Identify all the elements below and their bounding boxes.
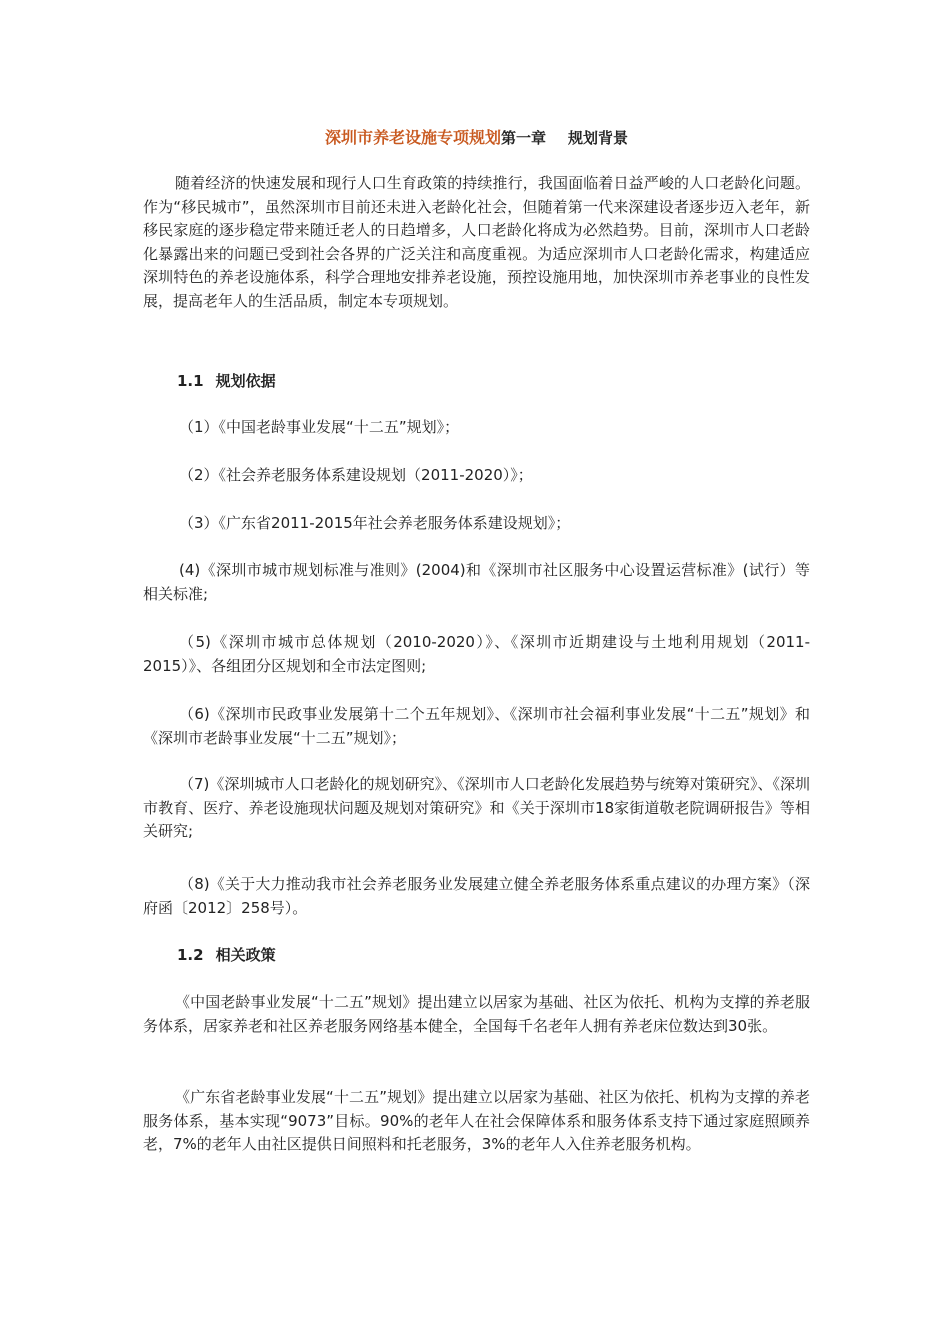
section-title: 相关政策 (215, 946, 276, 964)
intro-paragraph: 随着经济的快速发展和现行人口生育政策的持续推行，我国面临着日益严峻的人口老龄化问题。作为“移民城市”，虽然深圳市目前还未进入老龄化社会，但随着第一代来深建设者逐步迈入老年，新移民家庭的逐步稳定带来随迁老人的日趋增多，人口老龄化将成为必然趋势。目前，深圳市人口老龄化暴露出来的问题已受到社会各界的广泛关注和高度重视。为适应深圳市人口老龄化需求，构建适应深圳特色的养老设施体系，科学合理地安排养老设施，预控设施用地，加快深圳市养老事业的良性发展，提高老年人的生活品质，制定本专项规划。 (143, 174, 810, 310)
section-heading-1-1 (177, 370, 276, 392)
basis-item-7: （7)《深圳城市人口老龄化的规划研究》、《深圳市人口老龄化发展趋势与统筹对策研究》、《深圳市教育、医疗、养老设施现状问题及规划对策研究》和《关于深圳市18家街道敬老院调研报告》等相关研究; (143, 775, 810, 840)
basis-item-6: （6)《深圳市民政事业发展第十二个五年规划》、《深圳市社会福利事业发展“十二五”规划》和《深圳市老龄事业发展“十二五”规划》； (143, 705, 810, 747)
basis-item-1: （1）《中国老龄事业发展“十二五”规划》； (179, 418, 460, 436)
document-title (143, 127, 810, 149)
title-chapter: 第一章 (500, 129, 546, 147)
section-heading-1-2 (177, 944, 276, 966)
basis-item-2: （2）《社会养老服务体系建设规划（2011-2020）》； (179, 466, 533, 484)
basis-item-5: （5)《深圳市城市总体规划（2010-2020）》、《深圳市近期建设与土地利用规划（2011-2015）》、各组团分区规划和全市法定图则; (143, 633, 810, 675)
basis-item-8: （8)《关于大力推动我市社会养老服务业发展建立健全养老服务体系重点建议的办理方案》（深府函〔2012〕258号）。 (143, 875, 810, 917)
policy-paragraph-1: 《中国老龄事业发展“十二五”规划》提出建立以居家为基础、社区为依托、机构为支撑的养老服务体系，居家养老和社区养老服务网络基本健全，全国每千名老年人拥有养老床位数达到30张。 (143, 993, 810, 1035)
section-number: 1.1 (177, 372, 204, 390)
policy-paragraph-2: 《广东省老龄事业发展“十二五”规划》提出建立以居家为基础、社区为依托、机构为支撑的养老服务体系，基本实现“9073”目标。90%的老年人在社会保障体系和服务体系支持下通过家庭照顾养老，7%的老年人由社区提供日间照料和托老服务，3%的老年人入住养老服务机构。 (143, 1088, 810, 1153)
basis-item-3: （3）《广东省2011-2015年社会养老服务体系建设规划》； (179, 514, 571, 532)
section-number: 1.2 (177, 946, 204, 964)
title-main: 深圳市养老设施专项规划 (324, 128, 501, 147)
section-title: 规划依据 (215, 372, 276, 390)
title-section: 规划背景 (568, 129, 629, 147)
basis-item-4: (4)《深圳市城市规划标准与准则》(2004)和《深圳市社区服务中心设置运营标准》(试行）等相关标准; (143, 561, 810, 603)
